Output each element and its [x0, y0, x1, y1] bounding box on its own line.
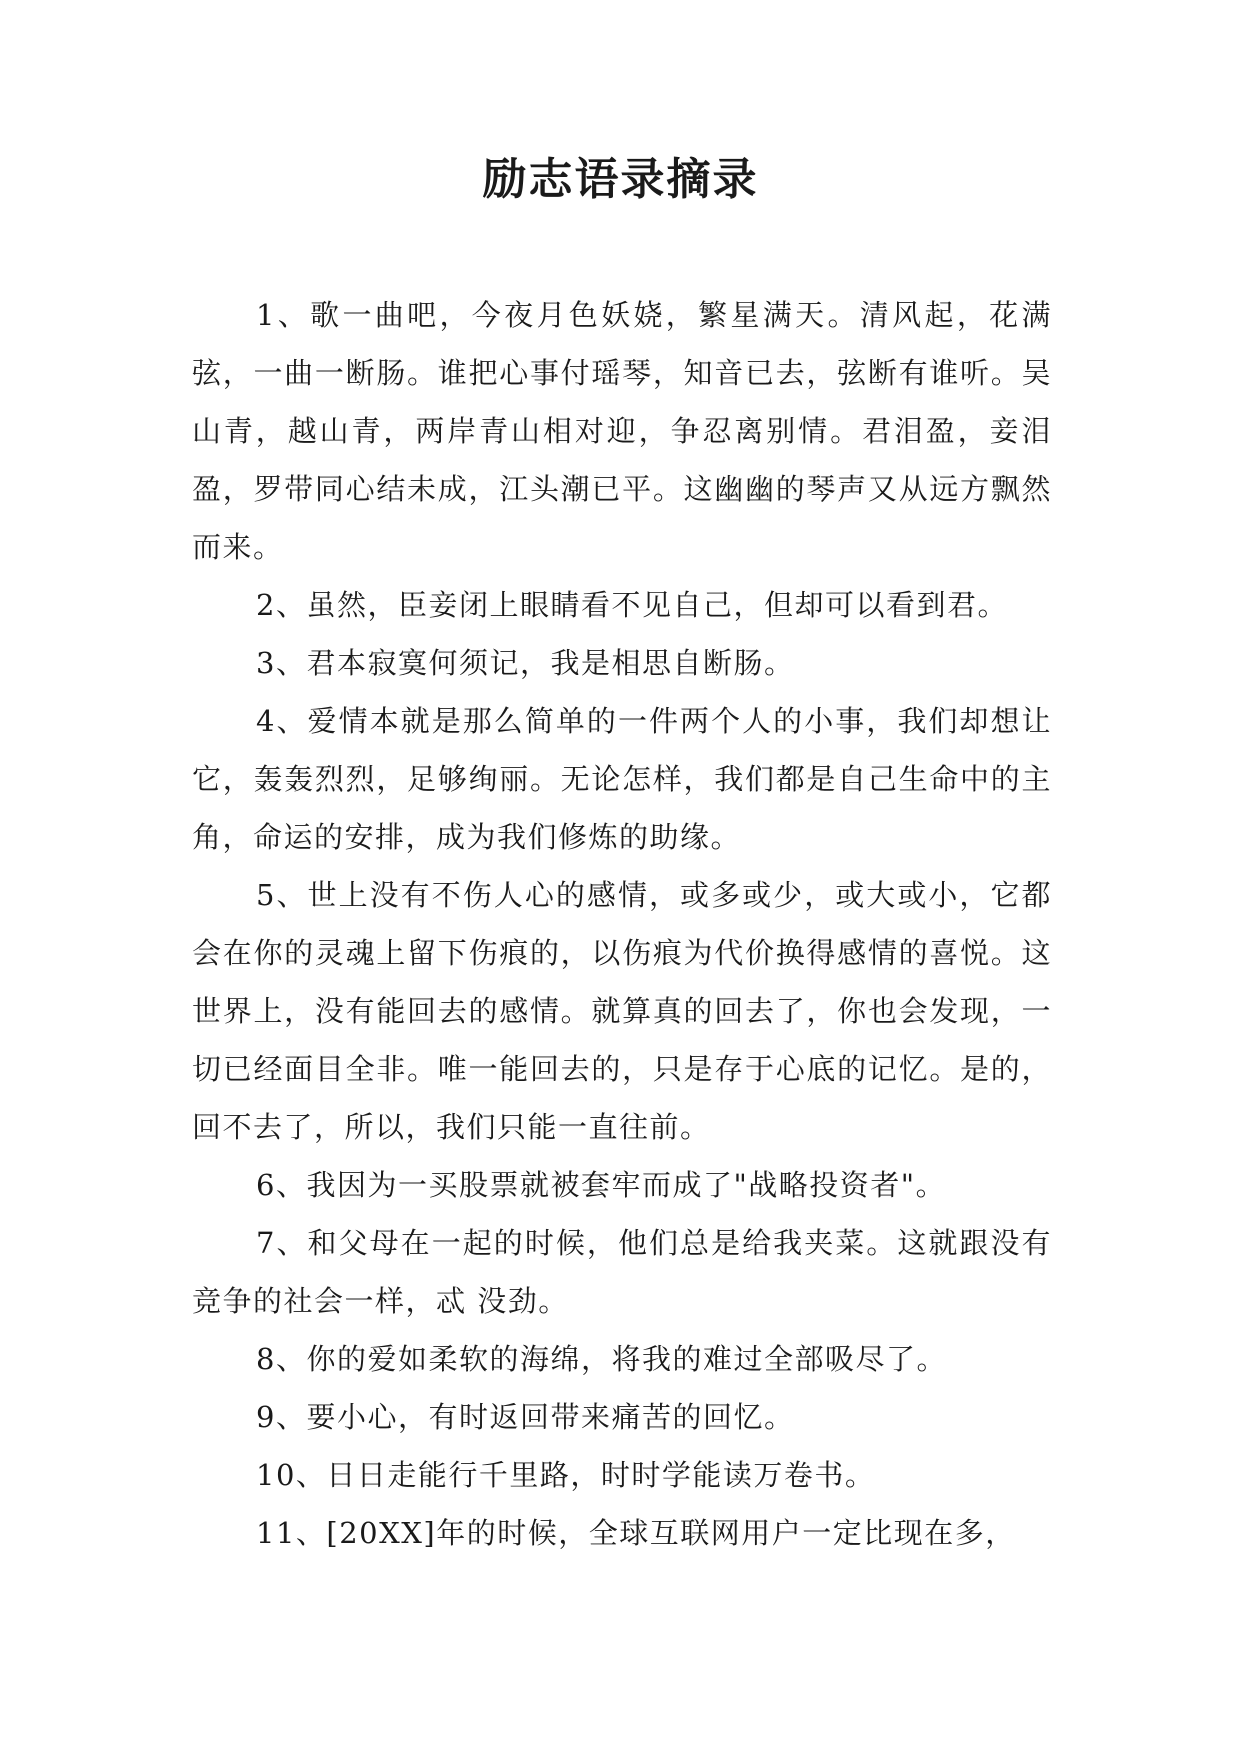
quote-paragraph-3: 3、君本寂寞何须记，我是相思自断肠。 — [256, 646, 795, 680]
quote-paragraph-1: 1、歌一曲吧，今夜月色妖娆，繁星满天。清风起，花满弦，一曲一断肠。谁把心事付瑶琴，知音已去，弦断有谁听。吴山青，越山青，两岸青山相对迎，争忍离别情。君泪盈，妾泪盈，罗带同心结未成，江头潮已平。这幽幽的琴声又从远方飘然而来。 — [192, 298, 1052, 564]
quote-paragraph-8: 8、你的爱如柔软的海绵，将我的难过全部吸尽了。 — [256, 1342, 947, 1376]
document-title: 励志语录摘录 — [482, 154, 759, 205]
quote-paragraph-11: 11、[20XX]年的时候，全球互联网用户一定比现在多， — [256, 1516, 1016, 1550]
quote-paragraph-2: 2、虽然，臣妾闭上眼睛看不见自己，但却可以看到君。 — [256, 588, 1008, 622]
quote-paragraph-4: 4、爱情本就是那么简单的一件两个人的小事，我们却想让它，轰轰烈烈，足够绚丽。无论怎样，我们都是自己生命中的主角，命运的安排，成为我们修炼的助缘。 — [192, 704, 1052, 854]
quote-paragraph-10: 10、日日走能行千里路，时时学能读万卷书。 — [256, 1458, 876, 1492]
quote-paragraph-7: 7、和父母在一起的时候，他们总是给我夹菜。这就跟没有竞争的社会一样，忒 没劲。 — [192, 1226, 1052, 1318]
document-body — [192, 286, 1052, 1562]
quote-paragraph-5: 5、世上没有不伤人心的感情，或多或少，或大或小，它都会在你的灵魂上留下伤痕的，以伤痕为代价换得感情的喜悦。这世界上，没有能回去的感情。就算真的回去了，你也会发现，一切已经面目全非。唯一能回去的，只是存于心底的记忆。是的，回不去了，所以，我们只能一直往前。 — [192, 878, 1052, 1144]
quote-paragraph-9: 9、要小心，有时返回带来痛苦的回忆。 — [256, 1400, 795, 1434]
quote-paragraph-6: 6、我因为一买股票就被套牢而成了"战略投资者"。 — [256, 1168, 947, 1202]
